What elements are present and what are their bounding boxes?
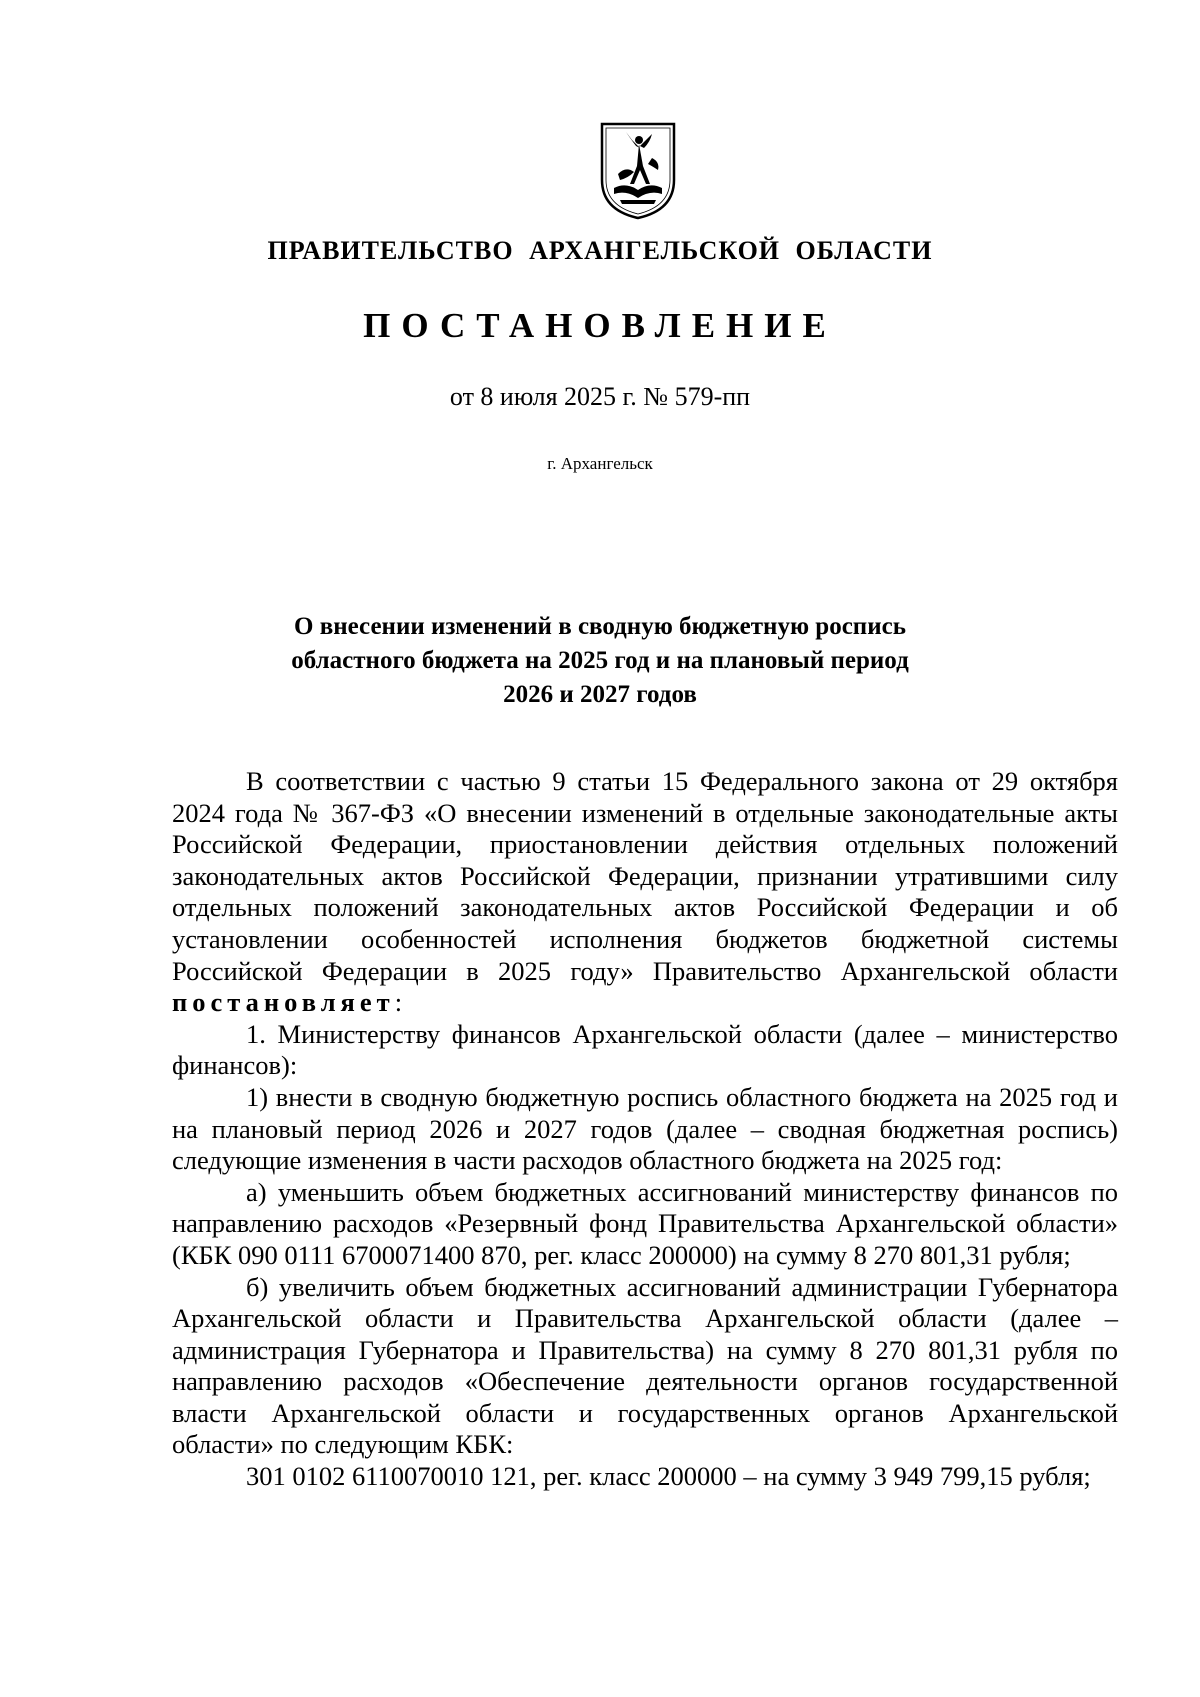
paragraph-subitem-1: 1) внести в сводную бюджетную роспись областного бюджета на 2025 год и на плановый период 2026 и 2027 годов (далее – сводная бюджетная роспись) следующие изменения в части расходов областного бюджета на 2025 год:: [172, 1081, 1118, 1176]
preamble-end: :: [394, 987, 403, 1018]
title-line-1: О внесении изменений в сводную бюджетную роспись: [294, 613, 906, 640]
coat-of-arms-emblem: [596, 118, 680, 222]
preamble-text: В соответствии с частью 9 статьи 15 Федерального закона от 29 октября 2024 года № 367-ФЗ «О внесении изменений в отдельные законодательные акты Российской Федерации, приостановлении действия отдельных положений законодательных актов Российской Федерации, признании утратившими силу отдельных положений законодательных актов Российской Федерации и об установлении особенностей исполнения бюджетов бюджетной системы Российской Федерации в 2025 году» Правительство Архангельской области: [172, 766, 1118, 986]
paragraph-subitem-b: б) увеличить объем бюджетных ассигнований администрации Губернатора Архангельской области и Правительства Архангельской области (далее – администрация Губернатора и Правительства) на сумму 8 270 801,31 рубля по направлению расходов «Обеспечение деятельности органов государственной власти Архангельской области и государственных органов Архангельской области» по следующим КБК:: [172, 1271, 1118, 1460]
document-city: г. Архангельск: [547, 454, 653, 473]
document-body: [172, 766, 1118, 1493]
paragraph-subitem-a: а) уменьшить объем бюджетных ассигнований министерству финансов по направлению расходов «Резервный фонд Правительства Архангельской области» (КБК 090 0111 6700071400 870, рег. класс 200000) на сумму 8 270 801,31 рубля;: [172, 1176, 1118, 1270]
title-line-3: 2026 и 2027 годов: [503, 681, 697, 708]
document-title: [250, 610, 950, 712]
paragraph-preamble: [172, 766, 1118, 1019]
paragraph-kbk-line: 301 0102 6110070010 121, рег. класс 200000 – на сумму 3 949 799,15 рубля;: [246, 1461, 1091, 1492]
organization-name: ПРАВИТЕЛЬСТВО АРХАНГЕЛЬСКОЙ ОБЛАСТИ: [267, 236, 933, 265]
resolution-keyword: постановляет: [172, 987, 395, 1018]
title-line-2: областного бюджета на 2025 год и на плановый период: [291, 647, 909, 674]
paragraph-item-1: 1. Министерству финансов Архангельской области (далее – министерство финансов):: [172, 1018, 1118, 1081]
document-date-number: от 8 июля 2025 г. № 579-пп: [449, 382, 751, 411]
document-type: ПОСТАНОВЛЕНИЕ: [363, 306, 837, 345]
